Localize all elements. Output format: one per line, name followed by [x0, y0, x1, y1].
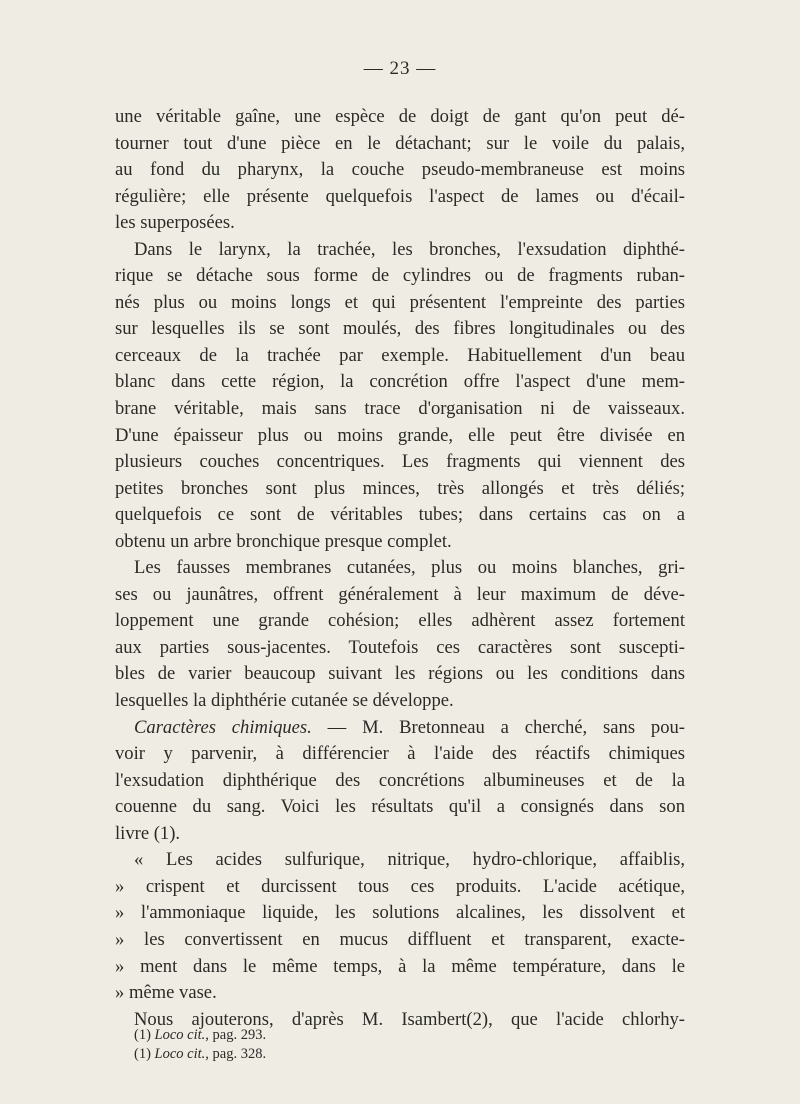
text-line: quelquefois ce sont de véritables tubes; dans certains cas on a — [115, 504, 685, 526]
text-line: couenne du sang. Voici les résultats qu'il a consignés dans son — [115, 796, 685, 818]
body-text — [115, 104, 685, 1033]
text-line: voir y parvenir, à différencier à l'aide des réactifs chimiques — [115, 743, 685, 765]
text-line: nés plus ou moins longs et qui présentent l'empreinte des parties — [115, 291, 685, 313]
text-line: une véritable gaîne, une espèce de doigt de gant qu'on peut dé- — [115, 106, 685, 127]
text-line: tourner tout d'une pièce en le détachant; sur le voile du palais, — [115, 132, 685, 154]
footnote-page: pag. 328. — [208, 1046, 267, 1062]
text-line: « Les acides sulfurique, nitrique, hydro-chlorique, affaiblis, — [134, 849, 685, 871]
text-line: obtenu un arbre bronchique presque complet. — [115, 530, 452, 552]
footnotes — [134, 1026, 634, 1064]
text-line: aux parties sous-jacentes. Toutefois ces caractères sont suscepti- — [115, 636, 685, 658]
footnote — [134, 1045, 634, 1064]
text-line: » crispent et durcissent tous ces produits. L'acide acétique, — [115, 875, 685, 897]
text-line: ses ou jaunâtres, offrent généralement à leur maximum de déve- — [115, 583, 685, 605]
page-number: — 23 — — [363, 58, 437, 79]
text-line: brane véritable, mais sans trace d'organisation ni de vaisseaux. — [115, 398, 685, 420]
footnote-page: pag. 293. — [208, 1027, 267, 1043]
text-line: » même vase. — [115, 982, 217, 1004]
footnote-source: Loco cit., — [154, 1046, 209, 1062]
text-line: D'une épaisseur plus ou moins grande, elle peut être divisée en — [115, 424, 685, 446]
text-line: » l'ammoniaque liquide, les solutions alcalines, les dissolvent et — [115, 902, 685, 924]
text-line: sur lesquelles ils se sont moulés, des fibres longitudinales ou des — [115, 318, 685, 340]
text-line: l'exsudation diphthérique des concrétions albumineuses et de la — [115, 769, 685, 791]
text-line: Dans le larynx, la trachée, les bronches, l'exsudation diphthé- — [134, 238, 685, 260]
text-line: Nous ajouterons, d'après M. Isambert(2), que l'acide chlorhy- — [134, 1008, 685, 1030]
text-line: loppement une grande cohésion; elles adhèrent assez fortement — [115, 610, 685, 632]
text-line: Caractères chimiques. — M. Bretonneau a cherché, sans pou- — [134, 716, 685, 738]
text-line: plusieurs couches concentriques. Les fragments qui viennent des — [115, 451, 685, 473]
text-line: lesquelles la diphthérie cutanée se développe. — [115, 690, 454, 712]
text-line: blanc dans cette région, la concrétion offre l'aspect d'une mem- — [115, 371, 685, 393]
footnote-source: Loco cit., — [154, 1027, 209, 1043]
text-line: » ment dans le même temps, à la même température, dans le — [115, 955, 685, 977]
footnote — [134, 1026, 634, 1045]
text-line: rique se détache sous forme de cylindres ou de fragments ruban- — [115, 265, 685, 287]
text-line: régulière; elle présente quelquefois l'aspect de lames ou d'écail- — [115, 185, 685, 207]
text-line: bles de varier beaucoup suivant les régions ou les conditions dans — [115, 663, 685, 685]
text-line: livre (1). — [115, 822, 181, 844]
footnote-marker: (1) — [134, 1027, 155, 1043]
text-line: Les fausses membranes cutanées, plus ou moins blanches, gri- — [134, 557, 685, 579]
text-line: cerceaux de la trachée par exemple. Habituellement d'un beau — [115, 344, 685, 366]
footnote-marker: (1) — [134, 1046, 155, 1062]
text-line: les superposées. — [115, 212, 235, 234]
text-line: au fond du pharynx, la couche pseudo-membraneuse est moins — [115, 159, 685, 181]
text-line: petites bronches sont plus minces, très allongés et très déliés; — [115, 477, 685, 499]
text-line: » les convertissent en mucus diffluent et transparent, exacte- — [115, 928, 685, 950]
